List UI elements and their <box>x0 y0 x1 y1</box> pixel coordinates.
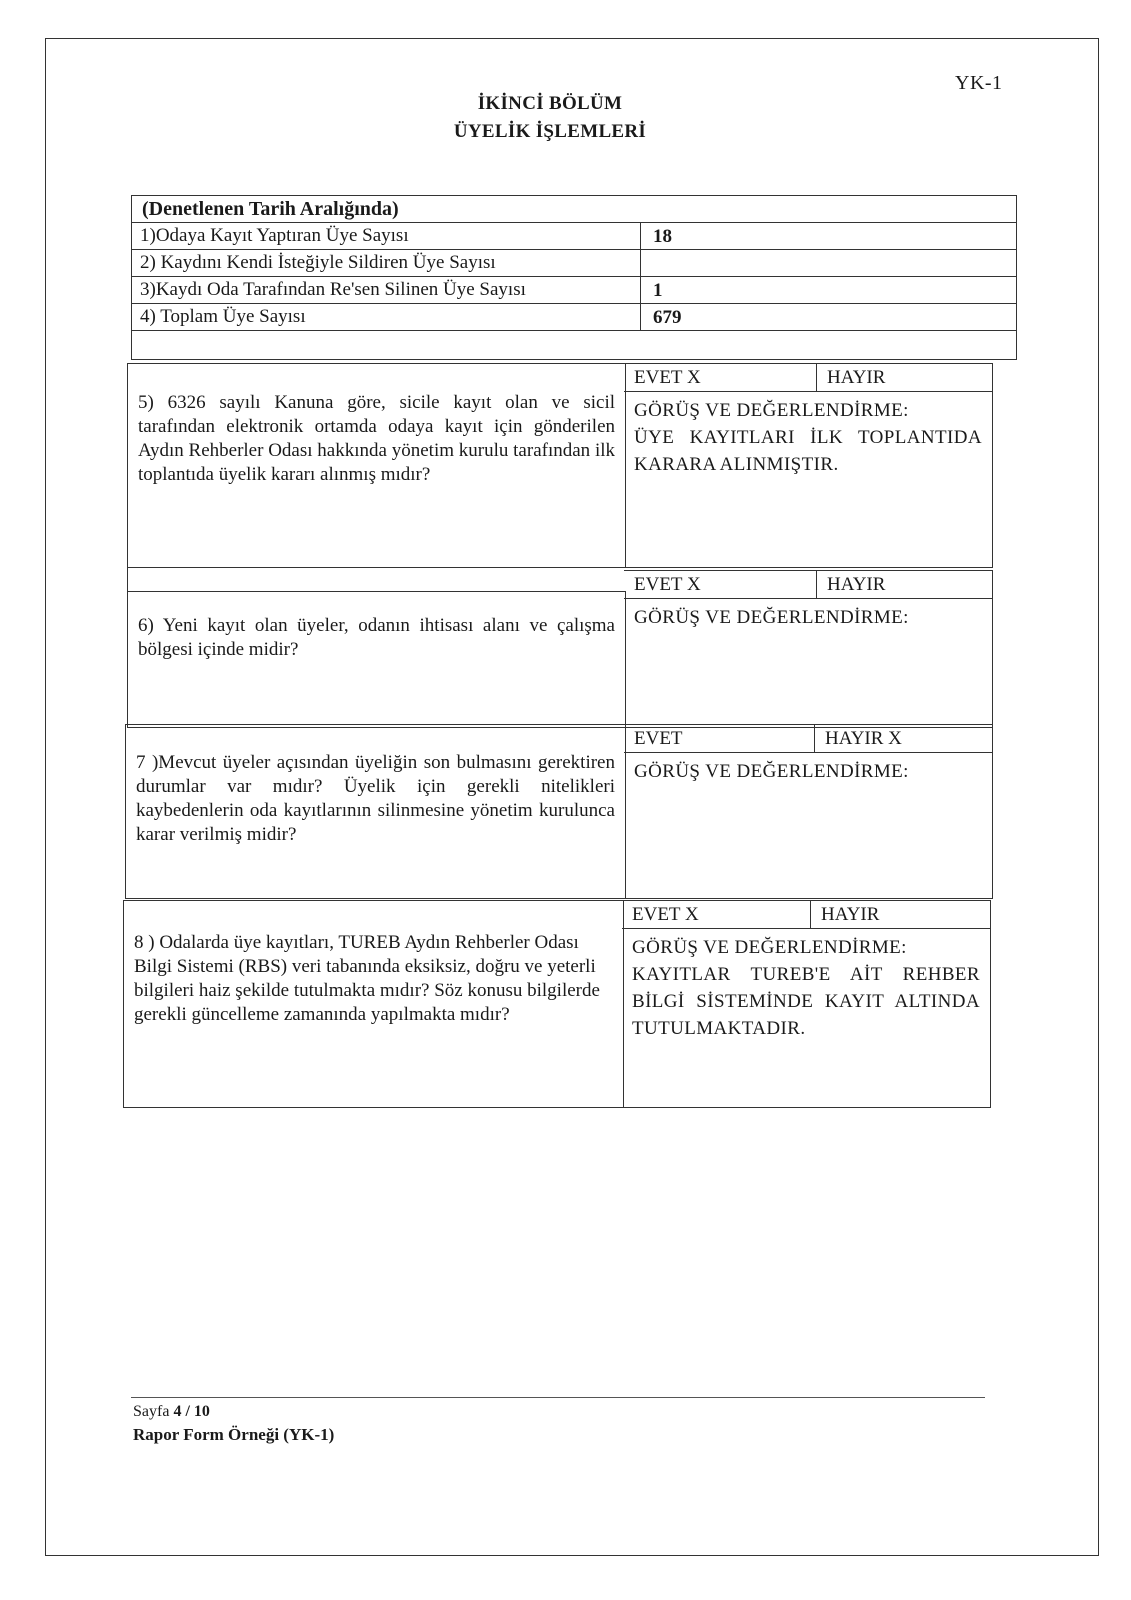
question-cell <box>124 901 624 1107</box>
assessment-area <box>634 397 982 478</box>
assessment-area <box>634 758 982 785</box>
hayir-box <box>810 901 990 928</box>
footer-divider <box>131 1397 985 1398</box>
question-text: 6) Yeni kayıt olan üyeler, odanın ihtisası alanı ve çalışma bölgesi içinde midir? <box>138 615 615 660</box>
question-block-8 <box>123 900 991 1108</box>
question-cell <box>126 725 626 898</box>
question-text: 8 ) Odalarda üye kayıtları, TUREB Aydın Rehberler Odası Bilgi Sistemi (RBS) veri tabanında eksiksiz, doğru ve yeterli bilgileri haiz şekilde tutulmakta mıdır? Söz konusu bilgilerde gerekli güncelleme zamanında yapılmakta mıdır? <box>134 932 600 1025</box>
question-text: 5) 6326 sayılı Kanuna göre, sicile kayıt olan ve sicil tarafından elektronik ortamda odaya kayıt için gönderilen Aydın Rehberler Odası hakkında yönetim kurulu tarafından ilk toplantıda üyelik kararı alınmış mıdır? <box>138 392 615 485</box>
stat-label: 1)Odaya Kayıt Yaptıran Üye Sayısı <box>132 223 641 249</box>
stat-label: 4) Toplam Üye Sayısı <box>132 304 641 330</box>
hayir-box <box>816 571 992 598</box>
assessment-area <box>632 934 980 1042</box>
stat-value: 1 <box>653 280 663 301</box>
evet-hayir-row <box>624 571 992 599</box>
stats-heading: (Denetlenen Tarih Aralığında) <box>142 198 399 220</box>
section-title: İKİNCİ BÖLÜM <box>477 93 623 114</box>
blank-row <box>132 331 1016 359</box>
evet-option[interactable]: EVET X <box>634 574 701 595</box>
assessment-area <box>634 604 982 631</box>
question-block-6 <box>127 570 993 728</box>
page-title: ÜYELİK İŞLEMLERİ <box>453 121 647 142</box>
evet-hayir-row <box>622 901 990 929</box>
stat-label: 3)Kaydı Oda Tarafından Re'sen Silinen Üye Sayısı <box>132 277 641 303</box>
evet-hayir-row <box>624 364 992 392</box>
assessment-label: GÖRÜŞ VE DEĞERLENDİRME: <box>632 937 907 958</box>
table-row <box>132 223 1016 250</box>
assessment-label: GÖRÜŞ VE DEĞERLENDİRME: <box>634 400 909 421</box>
hayir-box <box>816 364 992 391</box>
membership-stats-table <box>131 195 1017 360</box>
form-name: Rapor Form Örneği (YK-1) <box>133 1425 335 1444</box>
hayir-option[interactable]: HAYIR <box>827 367 886 388</box>
evet-option[interactable]: EVET X <box>632 904 699 925</box>
question-block-5 <box>127 363 993 568</box>
hayir-option[interactable]: HAYIR X <box>825 728 902 749</box>
evet-option[interactable]: EVET X <box>634 367 701 388</box>
answer-cell <box>624 364 992 567</box>
table-row <box>132 250 1016 277</box>
stat-label: 2) Kaydını Kendi İsteğiyle Sildiren Üye Sayısı <box>132 250 641 276</box>
question-cell <box>128 364 626 567</box>
answer-cell <box>624 725 992 898</box>
page-count: 4 / 10 <box>173 1403 210 1420</box>
stat-value: 679 <box>653 307 682 328</box>
question-block-7 <box>125 724 993 899</box>
table-row <box>132 304 1016 331</box>
assessment-label: GÖRÜŞ VE DEĞERLENDİRME: <box>634 607 909 628</box>
page-number <box>133 1403 210 1421</box>
assessment-comment: ÜYE KAYITLARI İLK TOPLANTIDA KARARA ALINMIŞTIR. <box>634 427 982 475</box>
stats-heading-row <box>132 196 1016 223</box>
evet-hayir-row <box>624 725 992 753</box>
assessment-comment: KAYITLAR TUREB'E AİT REHBER BİLGİ SİSTEMİNDE KAYIT ALTINDA TUTULMAKTADIR. <box>632 964 980 1039</box>
question-cell <box>128 591 626 727</box>
page-prefix: Sayfa <box>133 1403 170 1420</box>
document-code: YK-1 <box>955 72 1003 94</box>
hayir-option[interactable]: HAYIR <box>827 574 886 595</box>
evet-option[interactable]: EVET <box>634 728 683 749</box>
stat-value <box>641 250 1016 276</box>
question-text: 7 )Mevcut üyeler açısından üyeliğin son bulmasını gerektiren durumlar var mıdır? Üyelik için gerekli nitelikleri kaybedenlerin oda kayıtlarının silinmesine yönetim kurulunca karar verilmiş midir? <box>136 752 615 845</box>
table-row <box>132 277 1016 304</box>
assessment-label: GÖRÜŞ VE DEĞERLENDİRME: <box>634 761 909 782</box>
answer-cell <box>624 570 992 727</box>
answer-cell <box>622 901 990 1107</box>
hayir-option[interactable]: HAYIR <box>821 904 880 925</box>
hayir-box <box>814 725 992 752</box>
stat-value: 18 <box>653 226 672 247</box>
